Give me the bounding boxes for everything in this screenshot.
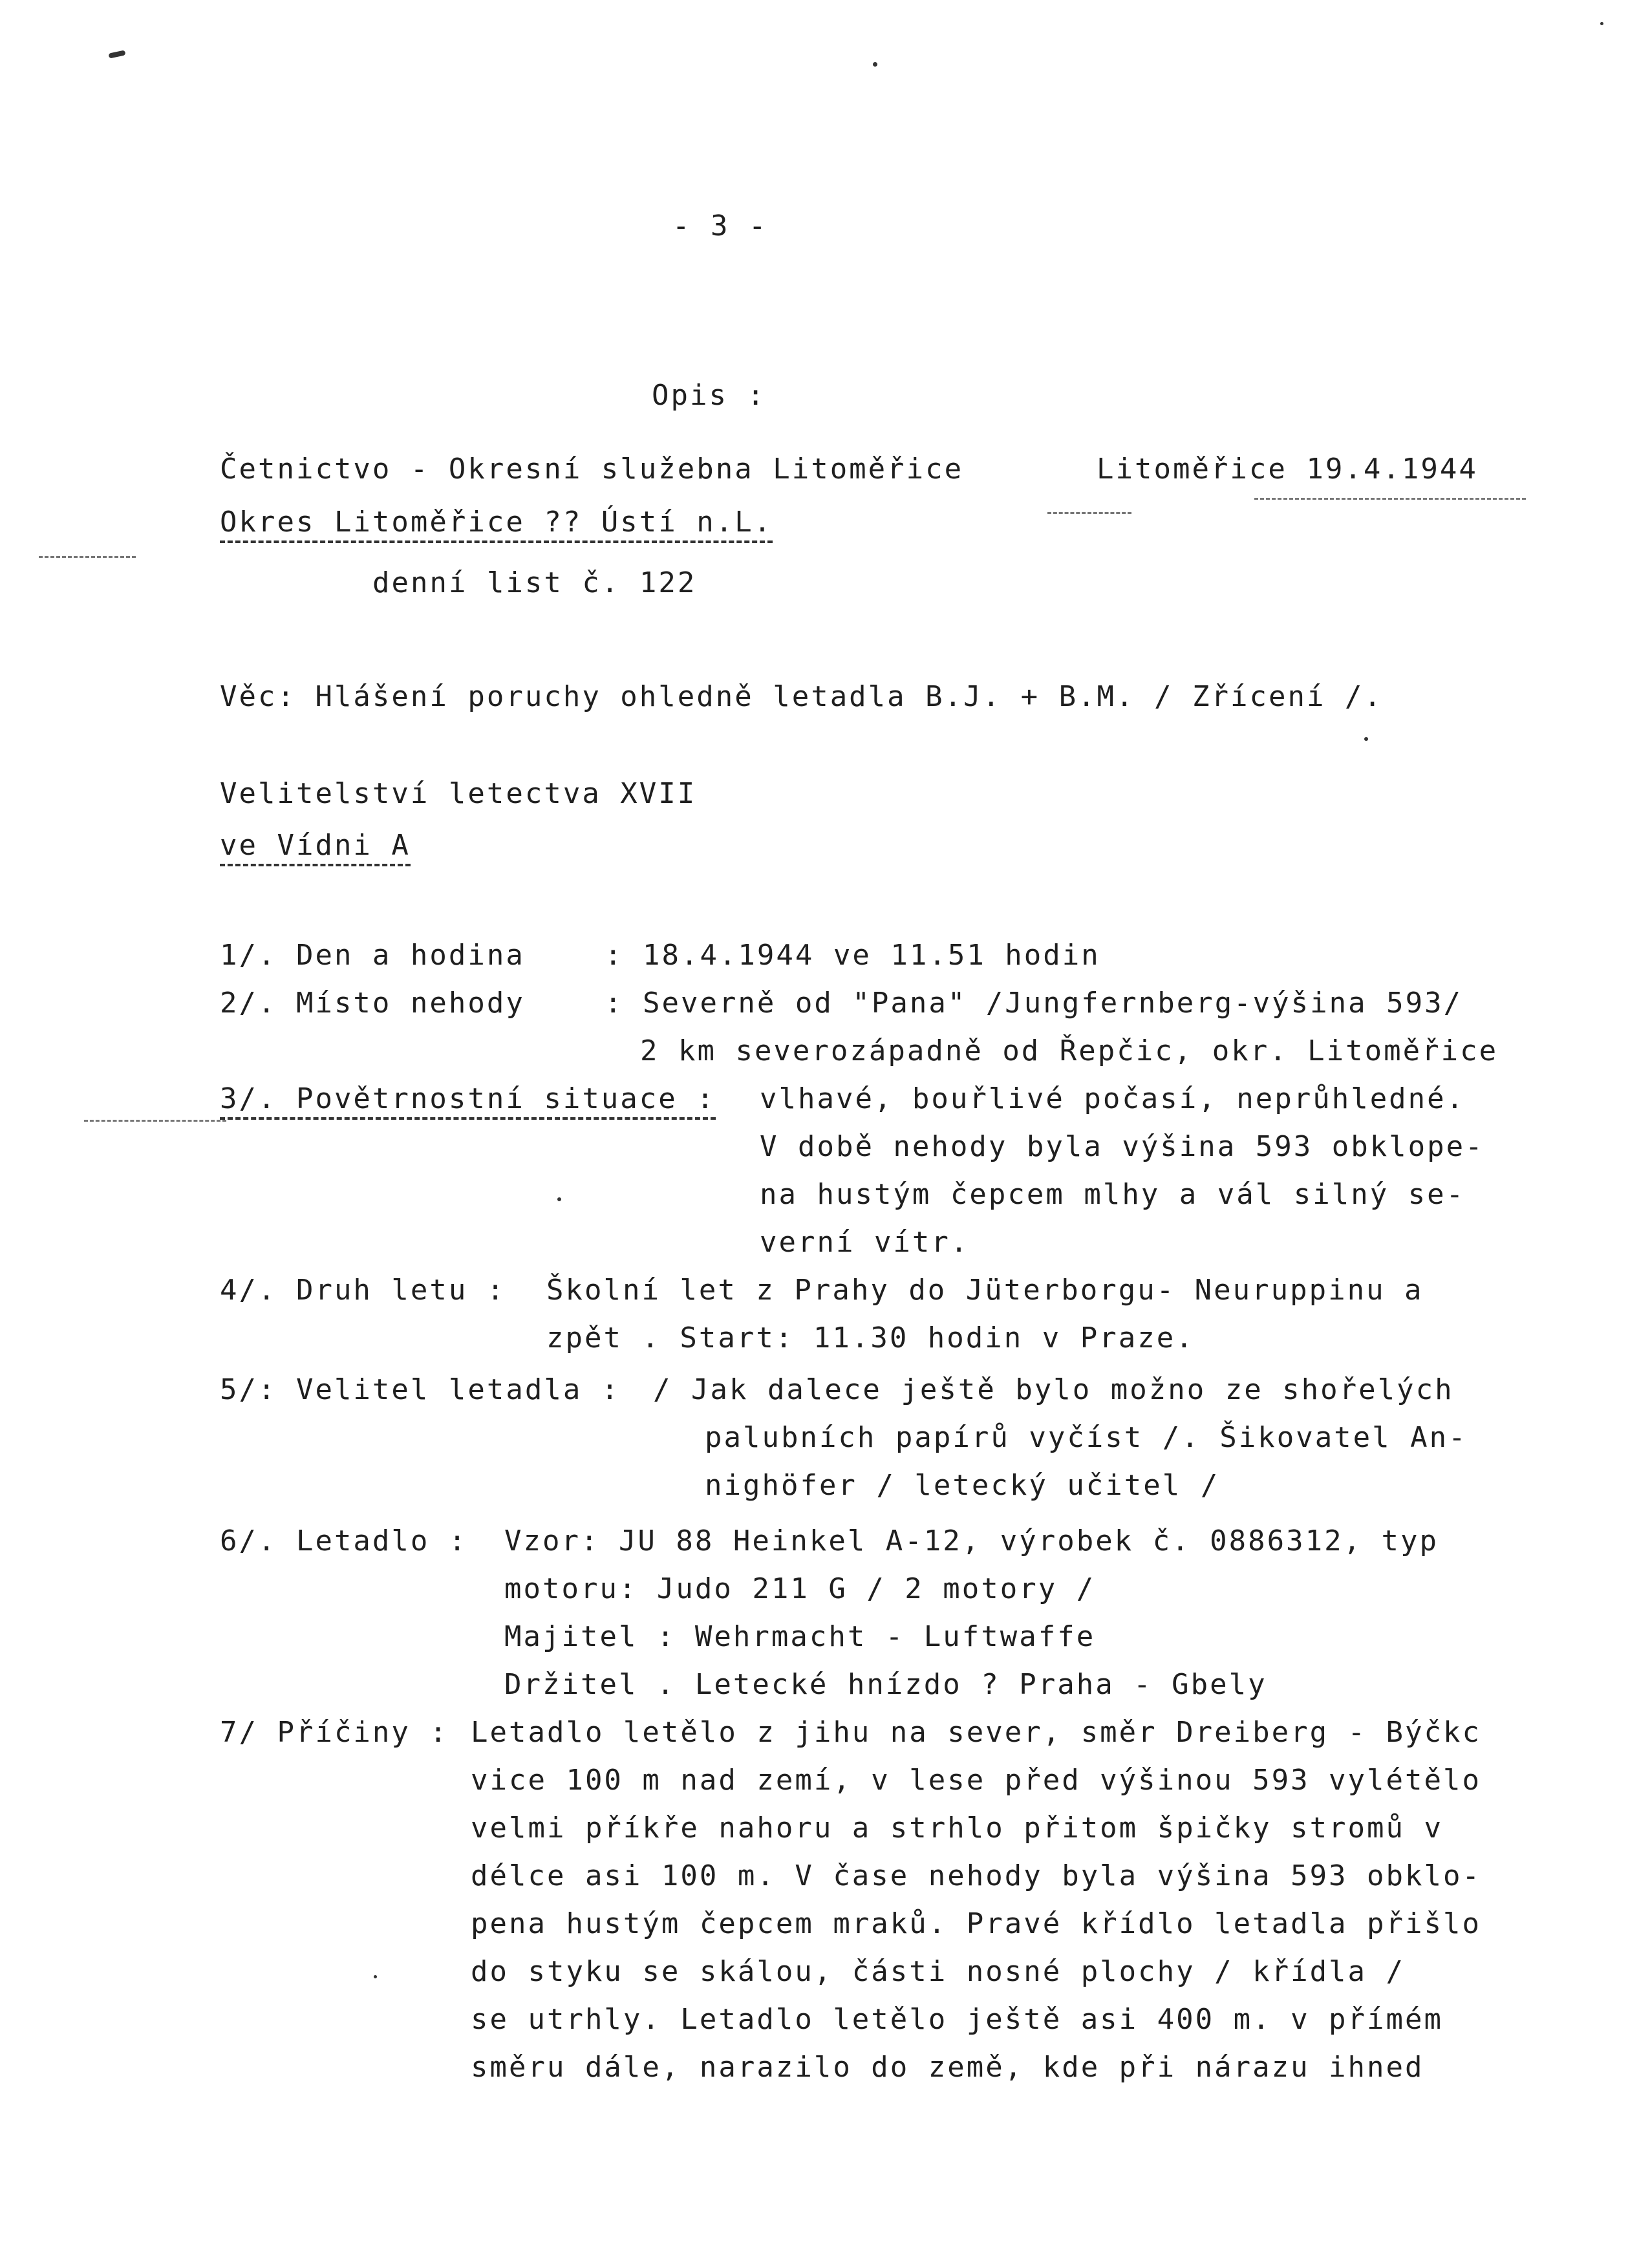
document-heading — [575, 341, 766, 450]
heading-text: Opis : — [651, 379, 766, 412]
item-6-line: Majitel : Wehrmacht - Luftwaffe — [504, 1620, 1096, 1653]
addressee-line-1: Velitelství letectva XVII — [220, 777, 697, 810]
item-2-label: 2/. Místo nehody — [220, 987, 525, 1020]
item-5-line: nighöfer / letecký učitel / — [705, 1469, 1220, 1502]
item-6-line: Držitel . Letecké hnízdo ? Praha - Gbely — [504, 1668, 1267, 1701]
item-7-line: do styku se skálou, části nosné plochy / křídla / — [471, 1955, 1406, 1988]
scan-rule — [39, 556, 136, 558]
scan-speck — [557, 1197, 561, 1201]
item-5-line: / Jak dalece ještě bylo možno ze shořelých — [653, 1373, 1454, 1406]
item-3-line: na hustým čepcem mlhy a vál silný se- — [760, 1178, 1466, 1211]
scan-speck — [374, 1975, 377, 1978]
item-3-line: verní vítr. — [760, 1226, 970, 1259]
issuer: Četnictvo - Okresní služebna Litoměřice — [220, 453, 964, 486]
item-4-label: 4/. Druh letu : — [220, 1274, 506, 1307]
item-5-label: 5/: Velitel letadla : — [220, 1373, 621, 1406]
item-4-line: zpět . Start: 11.30 hodin v Praze. — [546, 1321, 1195, 1354]
subject-line: Věc: Hlášení poruchy ohledně letadla B.J. + B.M. / Zřícení /. — [220, 680, 1383, 713]
item-4-line: Školní let z Prahy do Jüterborgu- Neuruppinu a — [546, 1274, 1424, 1307]
item-7-line: vice 100 m nad zemí, v lese před výšinou 593 vylétělo — [471, 1764, 1481, 1797]
daily-sheet: denní list č. 122 — [372, 566, 697, 599]
item-1-label: 1/. Den a hodina — [220, 939, 525, 972]
addressee-line-2: ve Vídni A — [220, 828, 411, 866]
item-7-line: Letadlo letělo z jihu na sever, směr Dreiberg - Býčkc — [471, 1716, 1481, 1749]
district: Okres Litoměřice ?? Ústí n.L. — [220, 504, 773, 543]
item-3-label: 3/. Povětrnostní situace : — [220, 1081, 716, 1120]
item-6-line: Vzor: JU 88 Heinkel A-12, výrobek č. 0886312, typ — [504, 1524, 1439, 1557]
scan-rule — [1047, 512, 1131, 514]
item-1-line: : 18.4.1944 ve 11.51 hodin — [605, 939, 1100, 972]
scan-speck — [873, 62, 877, 67]
scan-speck — [1600, 22, 1603, 25]
item-7-label: 7/ Příčiny : — [220, 1716, 449, 1749]
item-7-line: velmi příkře nahoru a strhlo přitom špičky stromů v — [471, 1812, 1444, 1845]
item-7-line: směru dále, narazilo do země, kde při nárazu ihned — [471, 2051, 1424, 2084]
scan-rule — [1254, 498, 1526, 500]
scan-speck — [1364, 737, 1368, 741]
item-2-line: 2 km severozápadně od Řepčic, okr. Litoměřice — [640, 1034, 1499, 1067]
item-7-line: délce asi 100 m. V čase nehody byla výšina 593 obklo- — [471, 1859, 1481, 1892]
scan-mark — [108, 50, 125, 58]
item-7-line: pena hustým čepcem mraků. Pravé křídlo letadla přišlo — [471, 1907, 1481, 1940]
item-6-line: motoru: Judo 211 G / 2 motory / — [504, 1572, 1096, 1605]
place-date: Litoměřice 19.4.1944 — [1097, 453, 1478, 486]
scan-rule — [84, 1120, 226, 1122]
item-2-line: : Severně od "Pana" /Jungfernberg-výšina 593/ — [605, 987, 1463, 1020]
page-number: - 3 - — [672, 209, 768, 242]
item-7-line: se utrhly. Letadlo letělo ještě asi 400 m. v přímém — [471, 2003, 1444, 2036]
item-3-line: vlhavé, bouřlivé počasí, neprůhledné. — [760, 1082, 1466, 1115]
item-5-line: palubních papírů vyčíst /. Šikovatel An- — [705, 1421, 1468, 1454]
item-6-label: 6/. Letadlo : — [220, 1524, 468, 1557]
item-3-line: V době nehody byla výšina 593 obklope- — [760, 1130, 1484, 1163]
